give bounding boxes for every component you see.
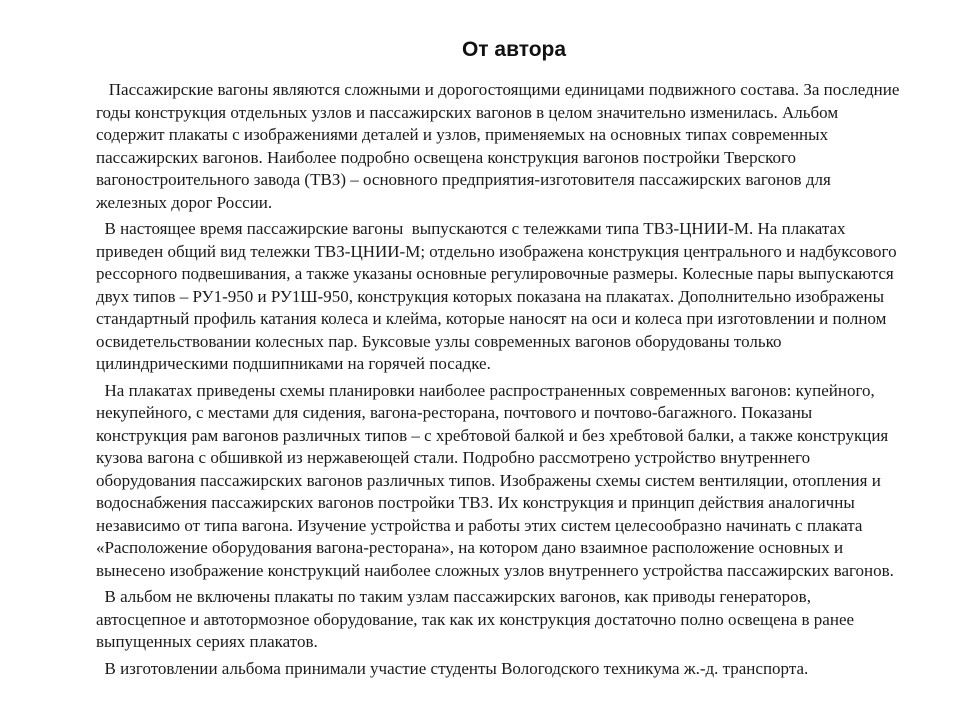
paragraph-1: Пассажирские вагоны являются сложными и дорогостоящими единицами подвижного состава. За последние годы конструкция отдельных узлов и пассажирских вагонов в целом значительно изменилась. Альбом содержит плакаты с изображениями деталей и узлов, применяемых на основных типах современных пассажирских вагонов. Наиболее подробно освещена конструкция вагонов постройки Тверского вагоностроительного завода (ТВЗ) – основного предприятия-изготовителя пассажирских вагонов для железных дорог России. bbox=[96, 80, 904, 212]
page-title: От автора bbox=[461, 38, 567, 61]
paragraph-5: В изготовлении альбома принимали участие студенты Вологодского техникума ж.-д. транспорта. bbox=[96, 658, 809, 678]
paragraph-2: В настоящее время пассажирские вагоны выпускаются с тележками типа ТВЗ-ЦНИИ-М. На плакатах приведен общий вид тележки ТВЗ-ЦНИИ-М; отдельно изображена конструкция центрального и надбуксового рессорного подвешивания, а также указаны основные регулировочные размеры. Колесные пары выпускаются двух типов – РУ1-950 и РУ1Ш-950, конструкция которых показана на плакатах. Дополнительно изображены стандартный профиль катания колеса и клейма, которые наносят на оси и колеса при изготовлении и полном освидетельствовании колесных пар. Буксовые узлы современных вагонов оборудованы только цилиндрическими подшипниками на горячей посадке. bbox=[96, 219, 901, 373]
paragraph-4: В альбом не включены плакаты по таким узлам пассажирских вагонов, как приводы генераторов, автосцепное и автотормозное оборудование, так как их конструкция достаточно полно освещена в ранее выпущенных сериях плакатов. bbox=[96, 587, 859, 651]
paragraph-3: На плакатах приведены схемы планировки наиболее распространенных современных вагонов: купейного, некупейного, с местами для сидения, вагона-ресторана, почтового и почтово-багажного. Показаны конструкция рам вагонов различных типов – с хребтовой балкой и без хребтовой балки, а также конструкция кузова вагона с обшивкой из нержавеющей стали. Подробно рассмотрено устройство внутреннего оборудования пассажирских вагонов различных типов. Изображены схемы систем вентиляции, отопления и водоснабжения пассажирских вагонов постройки ТВЗ. Их конструкция и принцип действия аналогичны независимо от типа вагона. Изучение устройства и работы этих систем целесообразно начинать с плаката «Расположение оборудования вагона-ресторана», на котором дано взаимное расположение основных и вынесено изображение конструкций наиболее сложных узлов внутреннего устройства пассажирских вагонов. bbox=[96, 380, 894, 580]
